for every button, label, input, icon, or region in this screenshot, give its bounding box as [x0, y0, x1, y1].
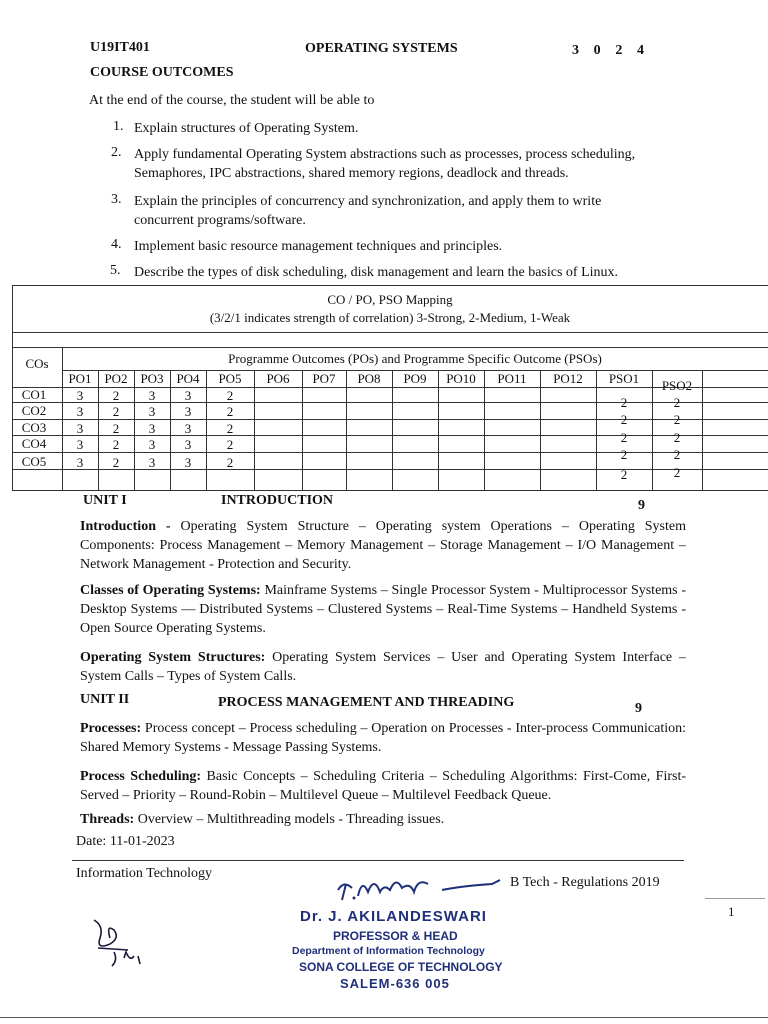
table-rule: [484, 370, 485, 491]
table-cell: 2: [620, 412, 628, 427]
para-text: Overview – Multithreading models - Threading issues.: [134, 812, 445, 827]
col-header: PSO1: [608, 371, 640, 386]
footer-department: Information Technology: [76, 866, 213, 881]
stamp-name: Dr. J. AKILANDESWARI: [300, 908, 487, 925]
table-cell: 2: [226, 437, 234, 452]
page-rule: [705, 898, 765, 899]
table-cell: 2: [673, 465, 681, 480]
table-cell: 3: [76, 455, 84, 470]
table-cell: 2: [112, 421, 120, 436]
unit2-label: UNIT II: [80, 692, 130, 707]
table-cell: 2: [620, 467, 628, 482]
table-cell: 2: [620, 430, 628, 445]
table-cell: 3: [76, 437, 84, 452]
table-cell: 2: [226, 421, 234, 436]
co-label: CO1: [21, 387, 47, 402]
para-head: Operating System Structures:: [80, 650, 266, 665]
table-rule: [438, 370, 439, 491]
unit2-para-processes: [80, 719, 686, 757]
table-rule: [254, 370, 255, 491]
cos-label: COs: [25, 356, 49, 371]
footer-regulation: B Tech - Regulations 2019: [510, 875, 660, 890]
unit1-label: UNIT I: [83, 493, 127, 508]
unit1-para-introduction: [80, 517, 686, 574]
col-header: PO8: [357, 371, 381, 386]
col-header: PO10: [446, 371, 476, 386]
table-cell: 3: [184, 421, 192, 436]
outcome-number: 2.: [111, 145, 122, 160]
co-po-mapping-table: [12, 285, 768, 491]
table-rule: [12, 490, 768, 491]
outcome-number: 3.: [111, 192, 122, 207]
table-cell: 3: [148, 404, 156, 419]
para-head: Threads:: [80, 812, 135, 827]
table-rule: [12, 285, 768, 286]
footer-rule: [72, 860, 684, 861]
table-rule: [392, 370, 393, 491]
col-header: PO5: [218, 371, 242, 386]
table-cell: 3: [148, 388, 156, 403]
table-cell: 3: [184, 437, 192, 452]
table-cell: 2: [226, 455, 234, 470]
unit1-para-classes: [80, 581, 686, 638]
credit-l: 3: [572, 43, 579, 58]
table-cell: 3: [184, 404, 192, 419]
col-header: PO6: [266, 371, 290, 386]
table-rule: [540, 370, 541, 491]
table-rule: [702, 370, 703, 491]
head-signature: [330, 870, 510, 910]
credits: [572, 43, 644, 59]
outcome-text: Explain structures of Operating System.: [134, 121, 359, 136]
col-header: PO7: [312, 371, 336, 386]
table-cell: 3: [184, 388, 192, 403]
unit1-title: INTRODUCTION: [221, 493, 334, 508]
unit1-para-structures: [80, 648, 686, 686]
po-header: Programme Outcomes (POs) and Programme Specific Outcome (PSOs): [228, 351, 602, 366]
document-date: Date: 11-01-2023: [76, 834, 175, 849]
table-cell: 3: [184, 455, 192, 470]
col-header: PO3: [140, 371, 164, 386]
outcome-text: Explain the principles of concurrency and synchronization, and apply them to write concurrent programs/software.: [134, 194, 602, 228]
para-head: Classes of Operating Systems:: [80, 583, 261, 598]
para-text: Mainframe Systems – Single Processor System - Multiprocessor Systems - Desktop Systems — Distributed Systems – Clustered Systems – Real-Time Systems – Handheld Systems - Open Source Operating Systems.: [80, 583, 687, 636]
table-cell: 3: [148, 421, 156, 436]
table-cell: 2: [620, 447, 628, 462]
course-title: OPERATING SYSTEMS: [305, 41, 458, 56]
stamp-role: PROFESSOR & HEAD: [333, 929, 458, 943]
table-cell: 3: [76, 421, 84, 436]
co-label: CO4: [21, 436, 47, 451]
table-cell: 3: [148, 455, 156, 470]
para-text: Operating System Services – User and Operating System Interface – System Calls – Types of System Calls.: [80, 650, 686, 684]
course-code: U19IT401: [90, 40, 150, 55]
col-header: PO12: [553, 371, 583, 386]
stamp-department: Department of Information Technology: [292, 945, 485, 957]
page-edge: [0, 1017, 768, 1018]
table-cell: 2: [112, 455, 120, 470]
mapping-subtitle: (3/2/1 indicates strength of correlation) 3-Strong, 2-Medium, 1-Weak: [209, 310, 571, 325]
course-outcomes-intro: At the end of the course, the student will be able to: [89, 93, 375, 108]
credit-c: 4: [636, 43, 644, 58]
unit2-para-threads: [80, 810, 686, 829]
co-label: CO2: [21, 403, 47, 418]
credit-p: 2: [615, 43, 623, 58]
table-rule: [346, 370, 347, 491]
table-cell: 2: [620, 395, 628, 410]
para-text: Basic Concepts – Scheduling Criteria – Scheduling Algorithms: First-Come, First-Served – Priority – Round-Robin – Multilevel Queue – Multilevel Feedback Queue.: [80, 769, 687, 803]
table-cell: 2: [112, 388, 120, 403]
table-cell: 2: [226, 404, 234, 419]
unit2-para-scheduling: [80, 767, 686, 805]
page-number: 1: [728, 904, 735, 919]
para-head: Introduction -: [80, 519, 171, 534]
outcome-text: Implement basic resource management techniques and principles.: [134, 239, 503, 254]
table-cell: 2: [112, 437, 120, 452]
para-text: Process concept – Process scheduling – Operation on Processes - Inter-process Communication: Shared Memory Systems - Message Passing Systems.: [80, 721, 686, 755]
unit1-hours: 9: [638, 498, 645, 513]
unit2-hours: 9: [635, 701, 642, 716]
course-outcomes-heading: COURSE OUTCOMES: [90, 65, 234, 80]
para-head: Process Scheduling:: [80, 769, 202, 784]
co-label: CO3: [21, 420, 47, 435]
outcome-number: 4.: [111, 237, 122, 252]
table-cell: 2: [226, 388, 234, 403]
col-header: PO9: [403, 371, 427, 386]
col-header: PSO2: [661, 378, 693, 393]
outcome-text: Apply fundamental Operating System abstractions such as processes, process scheduling, Semaphores, IPC abstractions, shared memory regions, deadlock and threads.: [134, 147, 636, 181]
mapping-title: CO / PO, PSO Mapping: [327, 292, 453, 307]
table-rule: [302, 370, 303, 491]
table-cell: 2: [673, 412, 681, 427]
outcome-number: 5.: [110, 263, 121, 278]
para-head: Processes:: [80, 721, 142, 736]
outcome-text: Describe the types of disk scheduling, disk management and learn the basics of Linux.: [134, 265, 619, 280]
unit2-title: PROCESS MANAGEMENT AND THREADING: [218, 695, 515, 710]
table-cell: 2: [112, 404, 120, 419]
stamp-city: SALEM-636 005: [340, 976, 450, 991]
credit-t: 0: [593, 43, 601, 58]
table-cell: 3: [76, 404, 84, 419]
table-rule: [12, 332, 768, 333]
col-header: PO1: [68, 371, 92, 386]
table-cell: 3: [76, 388, 84, 403]
stamp-college: SONA COLLEGE OF TECHNOLOGY: [299, 960, 503, 974]
col-header: PO11: [497, 371, 527, 386]
table-rule: [12, 347, 768, 348]
table-cell: 3: [148, 437, 156, 452]
table-cell: 2: [673, 395, 681, 410]
initials-signature: [88, 912, 158, 972]
col-header: PO4: [176, 371, 200, 386]
co-label: CO5: [21, 454, 47, 469]
para-text: Operating System Structure – Operating system Operations – Operating System Components: Process Management – Memory Management – Storage Management – I/O Management – Network Management - Protection and Security.: [80, 519, 686, 572]
outcome-number: 1.: [113, 119, 124, 134]
col-header: PO2: [104, 371, 128, 386]
table-cell: 2: [673, 430, 681, 445]
table-cell: 2: [673, 447, 681, 462]
